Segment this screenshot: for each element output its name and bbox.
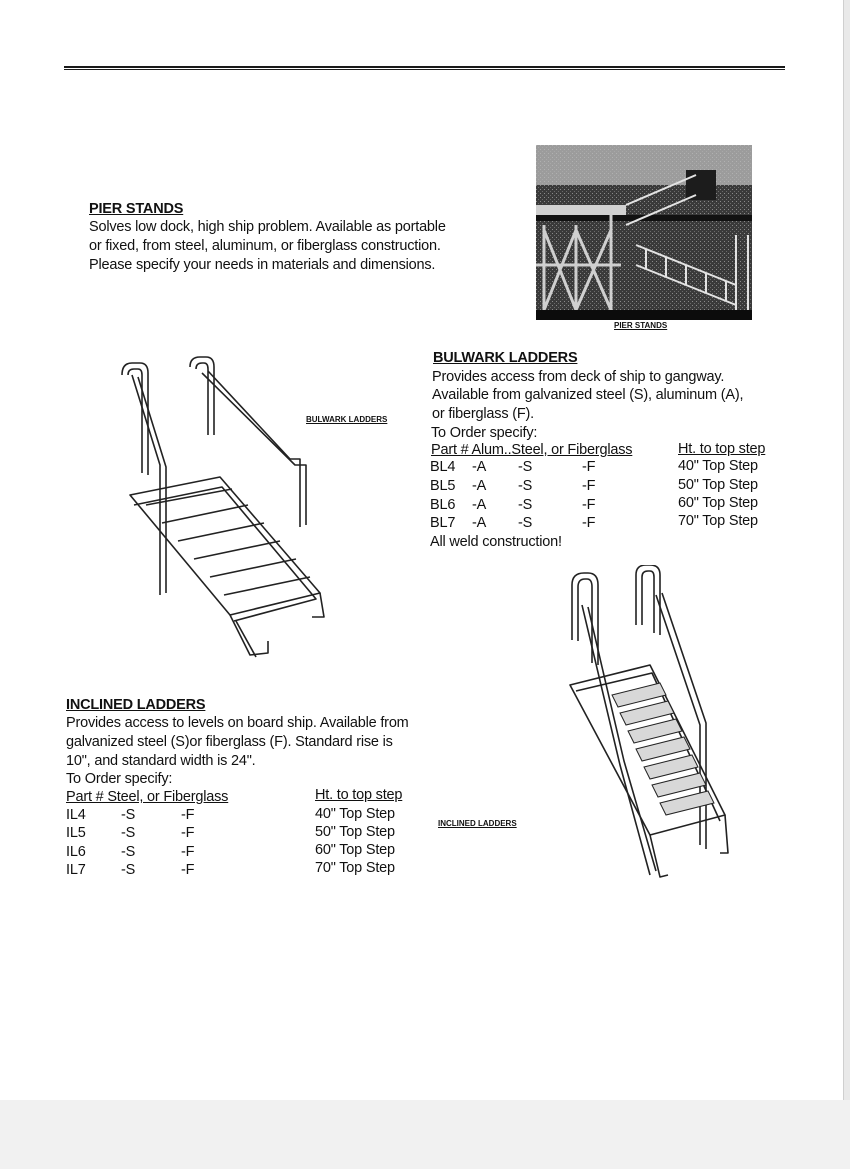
inclined-ladders-line-1: Provides access to levels on board ship. Available from: [66, 715, 409, 731]
bulwark-row-height: 60" Top Step: [678, 495, 758, 511]
bulwark-table-header-part: Part # Alum..Steel, or Fiberglass: [431, 442, 633, 458]
bulwark-row-steel: -S: [518, 515, 533, 531]
bulwark-row-aluminum: -A: [472, 459, 487, 475]
pier-stands-line-1: Solves low dock, high ship problem. Available as portable: [89, 219, 446, 235]
pier-stands-heading: PIER STANDS: [89, 201, 184, 217]
inclined-ladders-line-3: 10", and standard width is 24".: [66, 753, 256, 769]
scanner-bottom-band: [0, 1100, 850, 1169]
inclined-row-part: IL6: [66, 844, 86, 860]
bulwark-row-fiberglass: -F: [582, 515, 596, 531]
pier-stands-photo-image: [536, 145, 752, 320]
pier-stands-line-3: Please specify your needs in materials and dimensions.: [89, 257, 436, 273]
bulwark-row-fiberglass: -F: [582, 478, 596, 494]
bulwark-row-steel: -S: [518, 459, 533, 475]
top-double-rule: [64, 66, 785, 71]
inclined-ladder-drawing: [560, 565, 735, 885]
inclined-row-height: 60" Top Step: [315, 842, 395, 858]
inclined-row-part: IL4: [66, 807, 86, 823]
inclined-ladders-heading: INCLINED LADDERS: [66, 697, 206, 713]
rule-thin: [64, 69, 785, 70]
inclined-ladders-caption: INCLINED LADDERS: [438, 819, 517, 828]
bulwark-row-steel: -S: [518, 478, 533, 494]
inclined-row-part: IL5: [66, 825, 86, 841]
bulwark-ladders-caption: BULWARK LADDERS: [306, 415, 388, 424]
inclined-row-height: 50" Top Step: [315, 824, 395, 840]
inclined-row-steel: -S: [121, 844, 136, 860]
bulwark-row-part: BL6: [430, 497, 456, 513]
pier-stands-photo-caption: PIER STANDS: [614, 321, 668, 330]
bulwark-ladders-line-1: Provides access from deck of ship to gangway.: [432, 369, 725, 385]
pier-stands-photo: [536, 145, 752, 320]
pier-stands-line-2: or fixed, from steel, aluminum, or fiberglass construction.: [89, 238, 441, 254]
bulwark-row-fiberglass: -F: [582, 459, 596, 475]
bulwark-row-aluminum: -A: [472, 515, 487, 531]
bulwark-ladders-line-4: To Order specify:: [431, 425, 538, 441]
bulwark-row-steel: -S: [518, 497, 533, 513]
inclined-table-header-height: Ht. to top step: [315, 787, 403, 803]
inclined-row-height: 40" Top Step: [315, 806, 395, 822]
inclined-ladders-line-2: galvanized steel (S)or fiberglass (F). Standard rise is: [66, 734, 393, 750]
bulwark-row-height: 70" Top Step: [678, 513, 758, 529]
inclined-row-steel: -S: [121, 862, 136, 878]
inclined-table-header-part: Part # Steel, or Fiberglass: [66, 789, 229, 805]
bulwark-table-header-height: Ht. to top step: [678, 441, 766, 457]
inclined-row-steel: -S: [121, 807, 136, 823]
bulwark-ladders-line-2: Available from galvanized steel (S), aluminum (A),: [432, 387, 744, 403]
inclined-row-fiberglass: -F: [181, 825, 195, 841]
bulwark-ladder-drawing: [110, 355, 335, 665]
rule-thick: [64, 66, 785, 68]
inclined-row-height: 70" Top Step: [315, 860, 395, 876]
bulwark-footer-note: All weld construction!: [430, 534, 562, 550]
inclined-row-part: IL7: [66, 862, 86, 878]
bulwark-row-height: 40" Top Step: [678, 458, 758, 474]
bulwark-row-part: BL4: [430, 459, 456, 475]
bulwark-ladders-line-3: or fiberglass (F).: [432, 406, 534, 422]
bulwark-row-aluminum: -A: [472, 478, 487, 494]
bulwark-row-part: BL7: [430, 515, 456, 531]
inclined-row-steel: -S: [121, 825, 136, 841]
bulwark-ladders-heading: BULWARK LADDERS: [433, 350, 578, 366]
bulwark-row-height: 50" Top Step: [678, 477, 758, 493]
bulwark-row-part: BL5: [430, 478, 456, 494]
inclined-ladders-line-4: To Order specify:: [66, 771, 173, 787]
inclined-row-fiberglass: -F: [181, 862, 195, 878]
inclined-row-fiberglass: -F: [181, 807, 195, 823]
bulwark-row-aluminum: -A: [472, 497, 487, 513]
scanner-page-edge: [843, 0, 850, 1100]
inclined-row-fiberglass: -F: [181, 844, 195, 860]
bulwark-row-fiberglass: -F: [582, 497, 596, 513]
